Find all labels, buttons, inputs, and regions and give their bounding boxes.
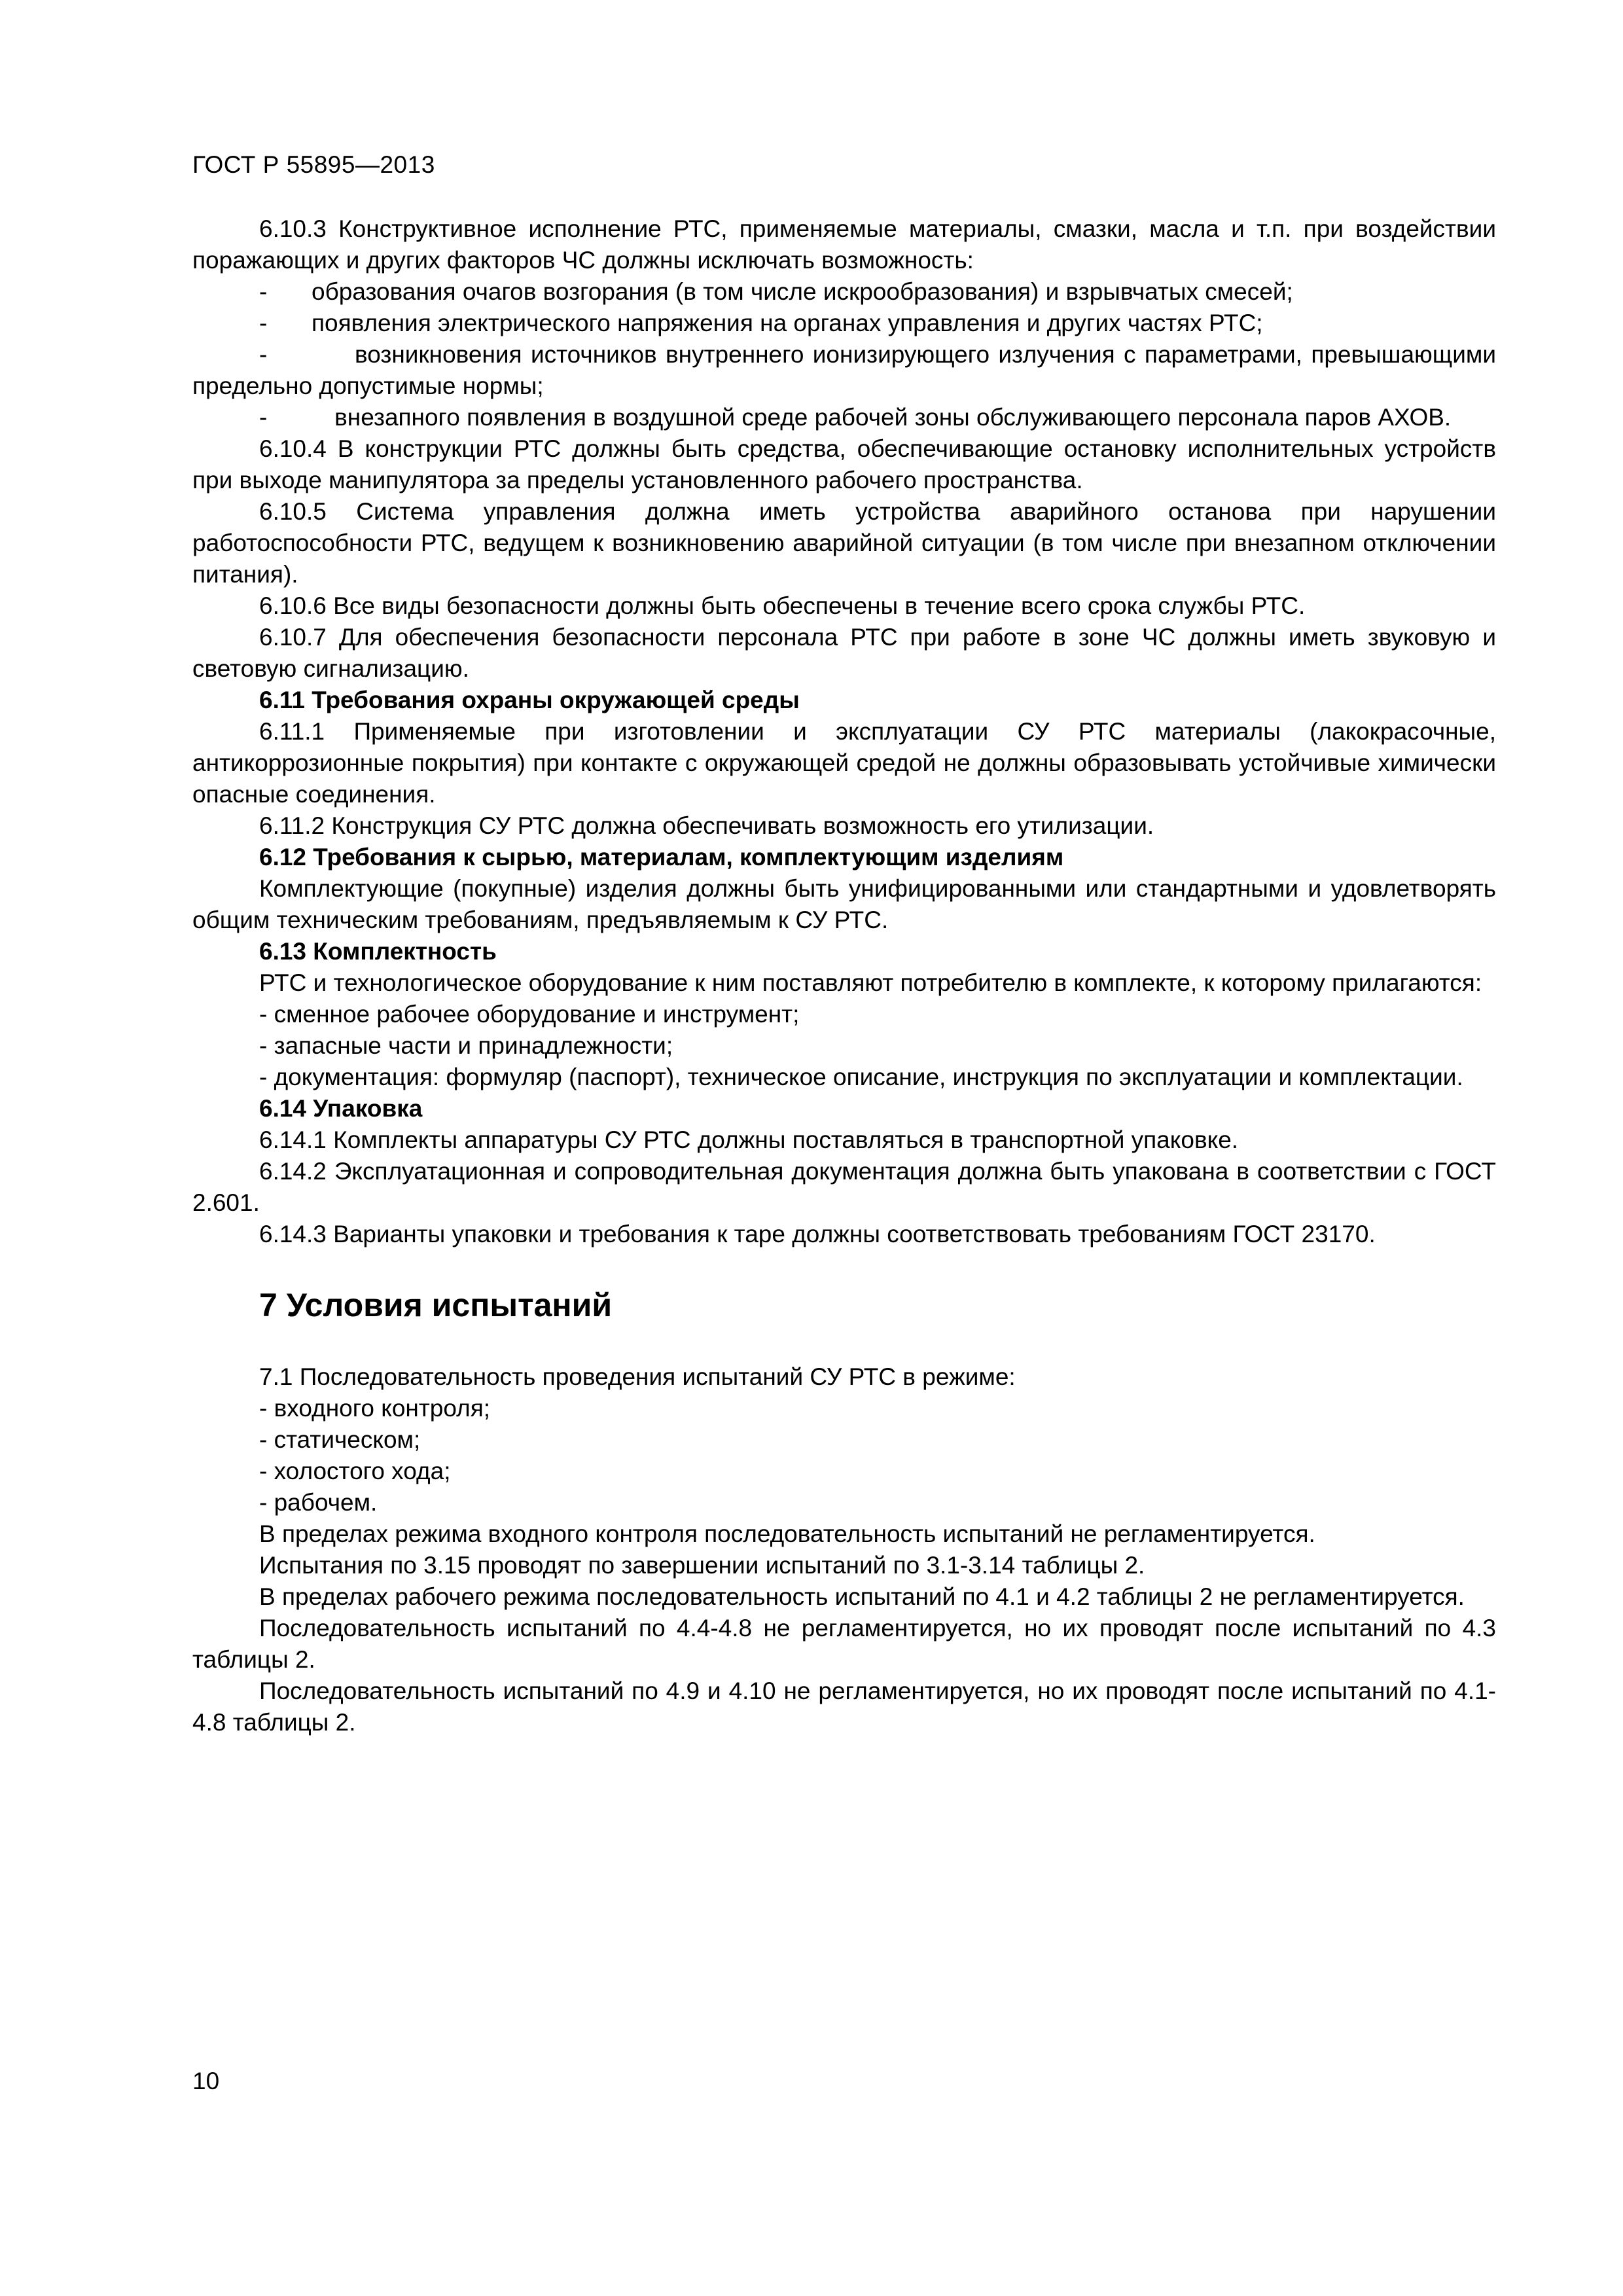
list-item: - внезапного появления в воздушной среде рабочей зоны обслуживающего персонала паров АХОВ. <box>259 404 1452 431</box>
paragraph-7-c: В пределах рабочего режима последовательность испытаний по 4.1 и 4.2 таблицы 2 не регламентируется. <box>259 1583 1465 1610</box>
paragraph-6-14-3: 6.14.3 Варианты упаковки и требования к таре должны соответствовать требованиям ГОСТ 23170. <box>259 1221 1376 1247</box>
paragraph-6-11-1: 6.11.1 Применяемые при изготовлении и эксплуатации СУ РТС материалы (лакокрасочные, антикоррозионные покрытия) при контакте с окружающей средой не должны образовывать устойчивые химически опасные соединения. <box>192 718 1496 808</box>
paragraph-7-1: 7.1 Последовательность проведения испытаний СУ РТС в режиме: <box>259 1363 1016 1390</box>
subsection-heading-6-14: 6.14 Упаковка <box>259 1095 423 1122</box>
list-item <box>192 308 1496 339</box>
document-body <box>192 213 1503 1738</box>
paragraph-6-10-3: 6.10.3 Конструктивное исполнение РТС, применяемые материалы, смазки, масла и т.п. при воздействии поражающих и других факторов ЧС должны исключать возможность: <box>192 215 1496 274</box>
subsection-heading-6-12: 6.12 Требования к сырью, материалам, комплектующим изделиям <box>259 844 1064 870</box>
page-header: ГОСТ Р 55895—2013 <box>192 151 435 178</box>
paragraph-7-a: В пределах режима входного контроля последовательность испытаний не регламентируется. <box>259 1520 1315 1547</box>
subsection-heading-6-13: 6.13 Комплектность <box>259 938 497 965</box>
paragraph-6-10-4: 6.10.4 В конструкции РТС должны быть средства, обеспечивающие остановку исполнительных устройств при выходе манипулятора за пределы установленного рабочего пространства. <box>192 435 1496 493</box>
list-item <box>192 276 1496 308</box>
section-heading-7: 7 Условия испытаний <box>259 1287 613 1323</box>
paragraph-7-d: Последовательность испытаний по 4.4-4.8 не регламентируется, но их проводят после испытаний по 4.3 таблицы 2. <box>192 1615 1496 1673</box>
paragraph-7-b: Испытания по 3.15 проводят по завершении испытаний по 3.1-3.14 таблицы 2. <box>259 1552 1145 1579</box>
paragraph-6-10-5: 6.10.5 Система управления должна иметь устройства аварийного останова при нарушении работоспособности РТС, ведущем к возникновению аварийной ситуации (в том числе при внезапном отключении питания). <box>192 498 1496 588</box>
list-item: - входного контроля; <box>259 1395 491 1422</box>
list-item: - возникновения источников внутреннего ионизирующего излучения с параметрами, превышающими предельно допустимые нормы; <box>192 341 1503 399</box>
paragraph-6-14-1: 6.14.1 Комплекты аппаратуры СУ РТС должны поставляться в транспортной упаковке. <box>259 1126 1239 1153</box>
list-item: - холостого хода; <box>259 1458 451 1484</box>
paragraph-6-12: Комплектующие (покупные) изделия должны быть унифицированными или стандартными и удовлетворять общим техническим требованиям, предъявляемым к СУ РТС. <box>192 875 1496 933</box>
paragraph-6-11-2: 6.11.2 Конструкция СУ РТС должна обеспечивать возможность его утилизации. <box>259 812 1154 839</box>
list-item: - запасные части и принадлежности; <box>259 1032 673 1059</box>
list-item-text: образования очагов возгорания (в том числе искрообразования) и взрывчатых смесей; <box>312 278 1293 305</box>
list-item-text: появления электрического напряжения на органах управления и других частях РТС; <box>312 310 1263 336</box>
paragraph-6-13: РТС и технологическое оборудование к ним поставляют потребителю в комплекте, к которому прилагаются: <box>259 969 1482 996</box>
list-dash: - <box>259 278 268 305</box>
paragraph-6-10-6: 6.10.6 Все виды безопасности должны быть обеспечены в течение всего срока службы РТС. <box>259 592 1306 619</box>
paragraph-7-e: Последовательность испытаний по 4.9 и 4.10 не регламентируется, но их проводят после испытаний по 4.1-4.8 таблицы 2. <box>192 1677 1496 1736</box>
paragraph-6-14-2: 6.14.2 Эксплуатационная и сопроводительная документация должна быть упакована в соответствии с ГОСТ 2.601. <box>192 1158 1496 1216</box>
list-item: - сменное рабочее оборудование и инструмент; <box>259 1001 800 1028</box>
subsection-heading-6-11: 6.11 Требования охраны окружающей среды <box>259 687 800 713</box>
paragraph-6-10-7: 6.10.7 Для обеспечения безопасности персонала РТС при работе в зоне ЧС должны иметь звуковую и световую сигнализацию. <box>192 624 1496 682</box>
page-number: 10 <box>192 2068 220 2094</box>
list-dash: - <box>259 310 268 336</box>
list-item: - рабочем. <box>259 1489 378 1516</box>
list-item: - статическом; <box>259 1426 421 1453</box>
list-item: - документация: формуляр (паспорт), техническое описание, инструкция по эксплуатации и комплектации. <box>259 1064 1463 1090</box>
